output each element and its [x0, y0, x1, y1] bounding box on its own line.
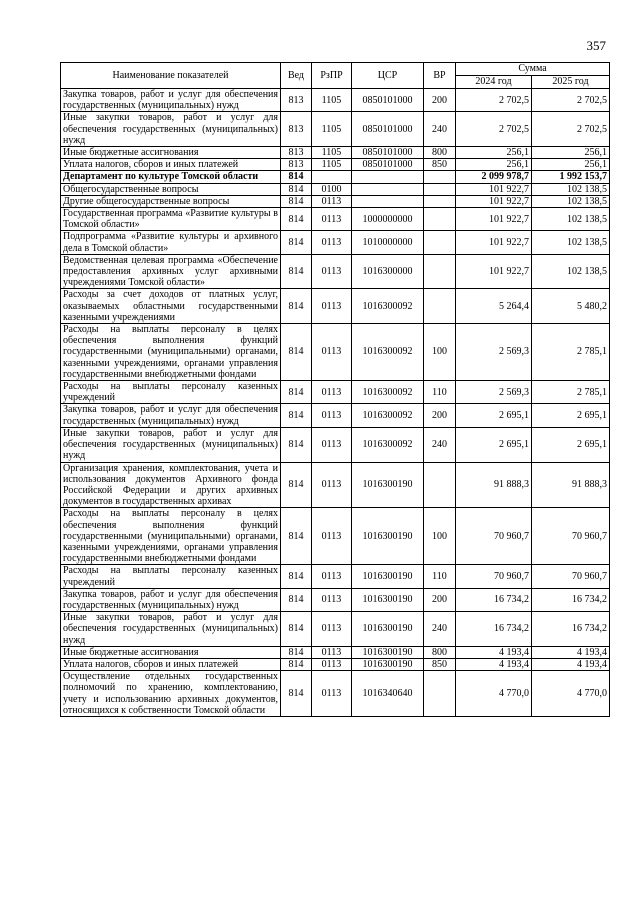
row-sum-2025-cell: 2 785,1	[532, 324, 610, 381]
row-ved-cell: 814	[281, 508, 312, 565]
row-name-cell: Осуществление отдельных государственных полномочий по хранению, комплектованию, учету и использованию архивных документов, относящихся к собственности Томской области	[61, 671, 281, 717]
row-csr-cell: 1016300190	[352, 612, 424, 647]
row-sum-2024-cell: 101 922,7	[456, 231, 532, 254]
row-name-cell: Уплата налогов, сборов и иных платежей	[61, 658, 281, 670]
row-ved-cell: 814	[281, 208, 312, 231]
row-csr-cell: 1016300092	[352, 404, 424, 427]
row-rzpr-cell: 0113	[312, 254, 352, 289]
row-sum-2024-cell: 2 702,5	[456, 112, 532, 147]
row-ved-cell: 814	[281, 254, 312, 289]
row-vr-cell	[424, 289, 456, 324]
row-vr-cell: 200	[424, 404, 456, 427]
row-csr-cell: 1016300092	[352, 289, 424, 324]
row-csr-cell: 1016340640	[352, 671, 424, 717]
row-name-cell: Государственная программа «Развитие культуры в Томской области»	[61, 208, 281, 231]
row-csr-cell: 1016300190	[352, 588, 424, 611]
row-rzpr-cell: 0113	[312, 462, 352, 508]
row-name-cell: Расходы на выплаты персоналу в целях обеспечения выполнения функций государственными (муниципальными) органами, казенными учреждениями, органами управления государственными внебюджетными фондами	[61, 324, 281, 381]
row-vr-cell: 200	[424, 588, 456, 611]
row-ved-cell: 814	[281, 462, 312, 508]
table-row	[61, 427, 610, 462]
table-row	[61, 254, 610, 289]
row-vr-cell	[424, 195, 456, 207]
row-sum-2024-cell: 101 922,7	[456, 195, 532, 207]
row-name-cell: Иные бюджетные ассигнования	[61, 646, 281, 658]
row-ved-cell: 814	[281, 427, 312, 462]
row-ved-cell: 814	[281, 588, 312, 611]
row-csr-cell	[352, 183, 424, 195]
row-rzpr-cell: 1105	[312, 89, 352, 112]
row-sum-2024-cell: 256,1	[456, 159, 532, 171]
table-row	[61, 671, 610, 717]
row-name-cell: Закупка товаров, работ и услуг для обеспечения государственных (муниципальных) нужд	[61, 588, 281, 611]
header-ved: Вед	[281, 63, 312, 89]
table-row	[61, 208, 610, 231]
row-sum-2025-cell: 256,1	[532, 147, 610, 159]
row-name-cell: Иные закупки товаров, работ и услуг для обеспечения государственных (муниципальных) нужд	[61, 112, 281, 147]
row-sum-2024-cell: 256,1	[456, 147, 532, 159]
row-sum-2024-cell: 4 193,4	[456, 658, 532, 670]
row-ved-cell: 814	[281, 612, 312, 647]
row-sum-2024-cell: 101 922,7	[456, 208, 532, 231]
header-name: Наименование показателей	[61, 63, 281, 89]
row-sum-2024-cell: 2 569,3	[456, 381, 532, 404]
table-row	[61, 646, 610, 658]
row-rzpr-cell: 0113	[312, 231, 352, 254]
row-vr-cell	[424, 231, 456, 254]
row-csr-cell: 1010000000	[352, 231, 424, 254]
row-sum-2025-cell: 102 138,5	[532, 208, 610, 231]
row-sum-2025-cell: 1 992 153,7	[532, 171, 610, 183]
row-rzpr-cell: 0113	[312, 565, 352, 588]
row-sum-2024-cell: 2 695,1	[456, 427, 532, 462]
row-csr-cell: 0850101000	[352, 89, 424, 112]
row-vr-cell: 800	[424, 147, 456, 159]
row-vr-cell	[424, 171, 456, 183]
row-vr-cell	[424, 462, 456, 508]
row-rzpr-cell: 0113	[312, 612, 352, 647]
header-sum: Сумма	[456, 63, 610, 76]
row-rzpr-cell: 0113	[312, 658, 352, 670]
row-sum-2025-cell: 70 960,7	[532, 508, 610, 565]
row-name-cell: Уплата налогов, сборов и иных платежей	[61, 159, 281, 171]
table-row	[61, 289, 610, 324]
row-vr-cell: 200	[424, 89, 456, 112]
row-name-cell: Иные закупки товаров, работ и услуг для обеспечения государственных (муниципальных) нужд	[61, 612, 281, 647]
row-csr-cell: 0850101000	[352, 112, 424, 147]
row-rzpr-cell: 0113	[312, 508, 352, 565]
row-name-cell: Иные бюджетные ассигнования	[61, 147, 281, 159]
row-ved-cell: 814	[281, 171, 312, 183]
row-ved-cell: 814	[281, 565, 312, 588]
budget-table	[60, 62, 610, 717]
row-sum-2025-cell: 102 138,5	[532, 254, 610, 289]
row-rzpr-cell	[312, 171, 352, 183]
row-csr-cell	[352, 195, 424, 207]
row-ved-cell: 814	[281, 231, 312, 254]
row-name-cell: Подпрограмма «Развитие культуры и архивного дела в Томской области»	[61, 231, 281, 254]
table-row	[61, 658, 610, 670]
row-vr-cell: 240	[424, 612, 456, 647]
row-sum-2024-cell: 4 770,0	[456, 671, 532, 717]
row-rzpr-cell: 0113	[312, 646, 352, 658]
row-rzpr-cell: 0113	[312, 289, 352, 324]
table-row	[61, 612, 610, 647]
header-2025: 2025 год	[532, 76, 610, 89]
row-rzpr-cell: 0113	[312, 427, 352, 462]
header-rzpr: РзПР	[312, 63, 352, 89]
row-sum-2025-cell: 2 702,5	[532, 89, 610, 112]
row-sum-2025-cell: 4 193,4	[532, 658, 610, 670]
row-name-cell: Организация хранения, комплектования, учета и использования документов Архивного фонда Российской Федерации и других архивных документов в государственных архивах	[61, 462, 281, 508]
row-csr-cell: 1016300190	[352, 646, 424, 658]
table-body	[61, 89, 610, 717]
row-ved-cell: 814	[281, 195, 312, 207]
row-ved-cell: 814	[281, 183, 312, 195]
row-sum-2025-cell: 4 770,0	[532, 671, 610, 717]
row-sum-2025-cell: 70 960,7	[532, 565, 610, 588]
row-rzpr-cell: 0113	[312, 671, 352, 717]
row-sum-2025-cell: 91 888,3	[532, 462, 610, 508]
row-sum-2024-cell: 2 702,5	[456, 89, 532, 112]
row-vr-cell	[424, 208, 456, 231]
row-ved-cell: 814	[281, 324, 312, 381]
row-sum-2025-cell: 102 138,5	[532, 183, 610, 195]
row-csr-cell: 1016300190	[352, 462, 424, 508]
row-sum-2025-cell: 2 785,1	[532, 381, 610, 404]
row-sum-2025-cell: 16 734,2	[532, 612, 610, 647]
row-vr-cell: 100	[424, 508, 456, 565]
row-sum-2024-cell: 2 569,3	[456, 324, 532, 381]
table-row	[61, 231, 610, 254]
row-csr-cell: 1016300092	[352, 381, 424, 404]
row-csr-cell: 1016300092	[352, 427, 424, 462]
row-rzpr-cell: 0113	[312, 195, 352, 207]
row-rzpr-cell: 0113	[312, 381, 352, 404]
row-rzpr-cell: 0100	[312, 183, 352, 195]
row-ved-cell: 813	[281, 147, 312, 159]
table-row	[61, 462, 610, 508]
row-name-cell: Иные закупки товаров, работ и услуг для обеспечения государственных (муниципальных) нужд	[61, 427, 281, 462]
row-csr-cell: 1000000000	[352, 208, 424, 231]
row-vr-cell	[424, 254, 456, 289]
row-ved-cell: 814	[281, 658, 312, 670]
row-ved-cell: 814	[281, 671, 312, 717]
row-sum-2025-cell: 256,1	[532, 159, 610, 171]
row-rzpr-cell: 0113	[312, 404, 352, 427]
row-csr-cell: 1016300190	[352, 508, 424, 565]
row-name-cell: Расходы на выплаты персоналу казенных учреждений	[61, 381, 281, 404]
row-vr-cell: 800	[424, 646, 456, 658]
row-rzpr-cell: 1105	[312, 159, 352, 171]
row-sum-2025-cell: 4 193,4	[532, 646, 610, 658]
page-number: 357	[586, 38, 606, 53]
row-rzpr-cell: 1105	[312, 112, 352, 147]
row-sum-2025-cell: 102 138,5	[532, 195, 610, 207]
row-name-cell: Расходы на выплаты персоналу в целях обеспечения выполнения функций государственными (муниципальными) органами, казенными учреждениями, органами управления государственными внебюджетными фондами	[61, 508, 281, 565]
table-row	[61, 171, 610, 183]
table-row	[61, 565, 610, 588]
row-name-cell: Расходы на выплаты персоналу казенных учреждений	[61, 565, 281, 588]
row-ved-cell: 813	[281, 159, 312, 171]
row-sum-2025-cell: 102 138,5	[532, 231, 610, 254]
header-vr: ВР	[424, 63, 456, 89]
row-vr-cell: 850	[424, 658, 456, 670]
row-sum-2025-cell: 2 695,1	[532, 427, 610, 462]
row-sum-2025-cell: 16 734,2	[532, 588, 610, 611]
row-ved-cell: 814	[281, 646, 312, 658]
row-sum-2024-cell: 91 888,3	[456, 462, 532, 508]
row-sum-2024-cell: 2 099 978,7	[456, 171, 532, 183]
row-sum-2025-cell: 5 480,2	[532, 289, 610, 324]
row-csr-cell: 1016300190	[352, 658, 424, 670]
row-sum-2025-cell: 2 695,1	[532, 404, 610, 427]
row-sum-2024-cell: 5 264,4	[456, 289, 532, 324]
row-rzpr-cell: 1105	[312, 147, 352, 159]
row-name-cell: Ведомственная целевая программа «Обеспечение предоставления архивных услуг архивными учреждениями Томской области»	[61, 254, 281, 289]
table-row	[61, 381, 610, 404]
row-vr-cell: 850	[424, 159, 456, 171]
row-rzpr-cell: 0113	[312, 324, 352, 381]
row-sum-2025-cell: 2 702,5	[532, 112, 610, 147]
row-ved-cell: 813	[281, 89, 312, 112]
row-csr-cell	[352, 171, 424, 183]
row-sum-2024-cell: 101 922,7	[456, 183, 532, 195]
row-sum-2024-cell: 2 695,1	[456, 404, 532, 427]
row-name-cell: Департамент по культуре Томской области	[61, 171, 281, 183]
row-sum-2024-cell: 4 193,4	[456, 646, 532, 658]
row-csr-cell: 1016300190	[352, 565, 424, 588]
row-rzpr-cell: 0113	[312, 588, 352, 611]
table-row	[61, 159, 610, 171]
header-2024: 2024 год	[456, 76, 532, 89]
row-sum-2024-cell: 101 922,7	[456, 254, 532, 289]
row-vr-cell: 100	[424, 324, 456, 381]
table-row	[61, 324, 610, 381]
row-csr-cell: 0850101000	[352, 147, 424, 159]
row-csr-cell: 0850101000	[352, 159, 424, 171]
row-vr-cell: 240	[424, 112, 456, 147]
row-sum-2024-cell: 70 960,7	[456, 508, 532, 565]
row-name-cell: Расходы за счет доходов от платных услуг, оказываемых областными государственными казенными учреждениями	[61, 289, 281, 324]
table-row	[61, 89, 610, 112]
row-csr-cell: 1016300092	[352, 324, 424, 381]
table-row	[61, 588, 610, 611]
table-row	[61, 147, 610, 159]
row-ved-cell: 814	[281, 289, 312, 324]
row-name-cell: Закупка товаров, работ и услуг для обеспечения государственных (муниципальных) нужд	[61, 89, 281, 112]
table-row	[61, 195, 610, 207]
row-vr-cell: 240	[424, 427, 456, 462]
row-ved-cell: 814	[281, 381, 312, 404]
row-vr-cell	[424, 671, 456, 717]
row-vr-cell: 110	[424, 565, 456, 588]
row-rzpr-cell: 0113	[312, 208, 352, 231]
row-csr-cell: 1016300000	[352, 254, 424, 289]
row-ved-cell: 813	[281, 112, 312, 147]
row-sum-2024-cell: 70 960,7	[456, 565, 532, 588]
row-sum-2024-cell: 16 734,2	[456, 612, 532, 647]
row-name-cell: Общегосударственные вопросы	[61, 183, 281, 195]
header-csr: ЦСР	[352, 63, 424, 89]
row-sum-2024-cell: 16 734,2	[456, 588, 532, 611]
row-name-cell: Закупка товаров, работ и услуг для обеспечения государственных (муниципальных) нужд	[61, 404, 281, 427]
table-row	[61, 404, 610, 427]
table-row	[61, 183, 610, 195]
row-vr-cell: 110	[424, 381, 456, 404]
row-vr-cell	[424, 183, 456, 195]
table-row	[61, 112, 610, 147]
row-name-cell: Другие общегосударственные вопросы	[61, 195, 281, 207]
row-ved-cell: 814	[281, 404, 312, 427]
table-row	[61, 508, 610, 565]
